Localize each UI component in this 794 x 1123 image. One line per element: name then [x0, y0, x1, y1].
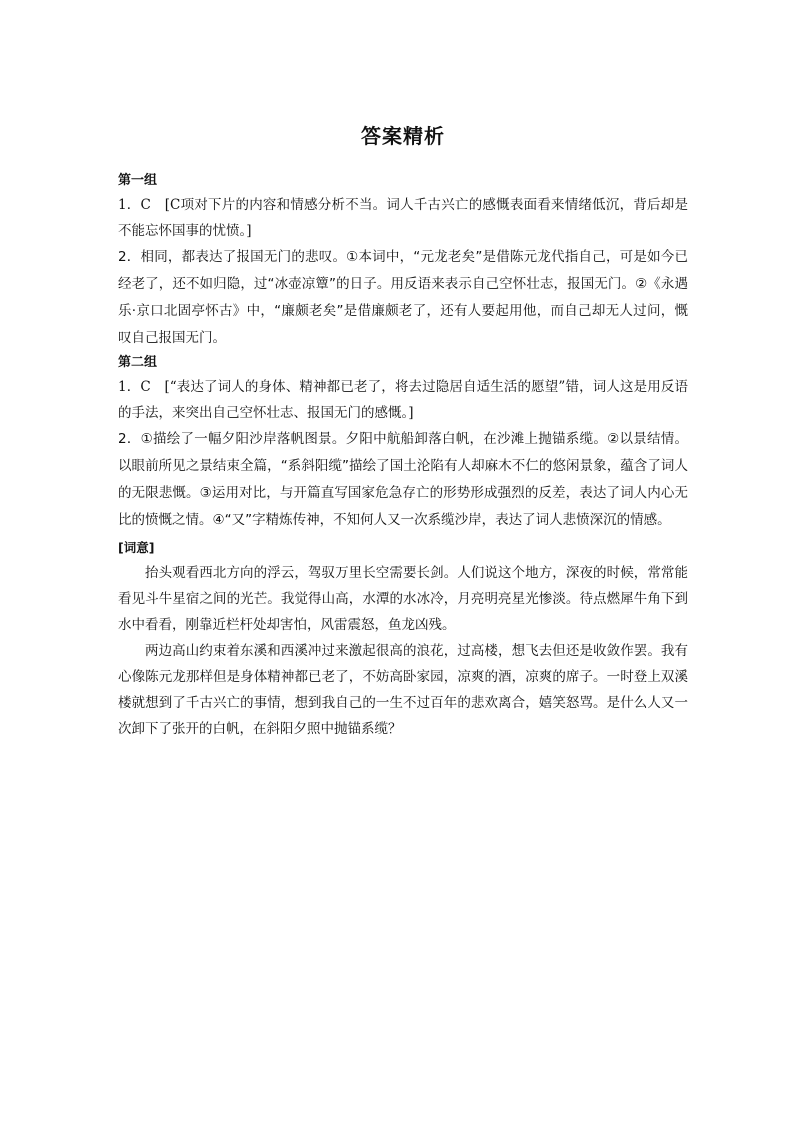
group2-answer-1: 1．C [“表达了词人的身体、精神都已老了，将去过隐居自适生活的愿望”错，词人这是用反语的手法，来突出自己空怀壮志、报国无门的感慨。]	[118, 379, 688, 421]
group1-answer-2: 2．相同，都表达了报国无门的悲叹。①本词中，“元龙老矣”是借陈元龙代指自己，可是如今已经老了，还不如归隐，过“冰壶凉簟”的日子。用反语来表示自己空怀壮志，报国无门。②《永遇乐·京口北固亭怀古》中，“廉颇老矣”是借廉颇老了，还有人要起用他，而自己却无人过问，慨叹自己报国无门。	[118, 249, 688, 346]
ciyi-paragraph-2: 两边高山约束着东溪和西溪冲过来激起很高的浪花，过高楼，想飞去但还是收敛作罢。我有心像陈元龙那样但是身体精神都已老了，不妨高卧家园，凉爽的酒，凉爽的席子。一时登上双溪楼就想到了千古兴亡的事情，想到我自己的一生不过百年的悲欢离合，嬉笑怒骂。是什么人又一次卸下了张开的白帆，在斜阳夕照中抛锚系缆？	[118, 643, 688, 737]
group1-answer-1: 1．C [C项对下片的内容和情感分析不当。词人千古兴亡的感慨表面看来情绪低沉，背后却是不能忘怀国事的忧愤。]	[118, 197, 688, 239]
group2-heading: 第二组	[118, 355, 158, 370]
group1-heading: 第一组	[118, 173, 158, 188]
answer-page	[118, 118, 688, 742]
ciyi-paragraph-1: 抬头观看西北方向的浮云，驾驭万里长空需要长剑。人们说这个地方，深夜的时候，常常能看见斗牛星宿之间的光芒。我觉得山高，水潭的水冰冷，月亮明亮星光惨淡。待点燃犀牛角下到水中看看，刚靠近栏杆处却害怕，风雷震怒，鱼龙凶残。	[118, 565, 688, 633]
ciyi-tag: [词意]	[118, 540, 155, 555]
group2-answer-2: 2．①描绘了一幅夕阳沙岸落帆图景。夕阳中航船卸落白帆，在沙滩上抛锚系缆。②以景结情。以眼前所见之景结束全篇，“系斜阳缆”描绘了国土沦陷有人却麻木不仁的悠闲景象，蕴含了词人的无限悲慨。③运用对比，与开篇直写国家危急存亡的形势形成强烈的反差，表达了词人内心无比的愤慨之情。④“又”字精炼传神，不知何人又一次系缆沙岸，表达了词人悲愤深沉的情感。	[118, 431, 688, 528]
page-title: 答案精析	[361, 124, 445, 148]
